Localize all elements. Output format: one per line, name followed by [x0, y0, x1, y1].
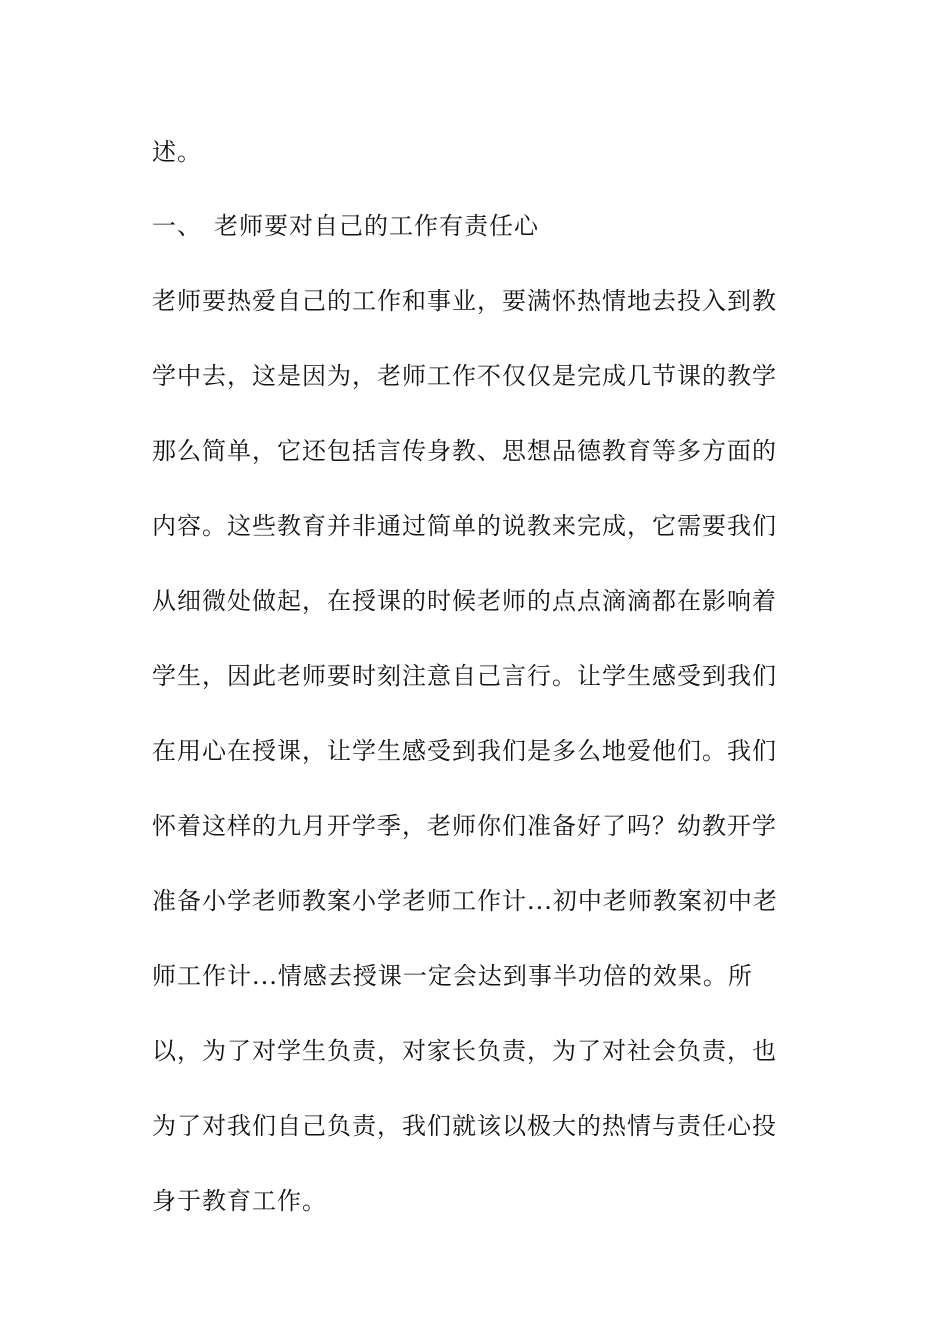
paragraph-line: 身于教育工作。 — [152, 1187, 327, 1215]
paragraph-line: 从细微处做起，在授课的时候老师的点点滴滴都在影响着 — [152, 587, 777, 615]
section-number: 一、 — [152, 212, 202, 240]
section-heading — [152, 211, 812, 241]
paragraph-line: 学中去，这是因为，老师工作不仅仅是完成几节课的教学 — [152, 362, 777, 390]
paragraph-line: 怀着这样的九月开学季，老师你们准备好了吗？幼教开学 — [152, 812, 777, 840]
paragraph-line: 师工作计...情感去授课一定会达到事半功倍的效果。所 — [152, 962, 753, 990]
continuation-text: 述。 — [152, 138, 202, 166]
paragraph-line: 以，为了对学生负责，对家长负责，为了对社会负责，也 — [152, 1037, 777, 1065]
paragraph-line: 准备小学老师教案小学老师工作计...初中老师教案初中老 — [152, 887, 778, 915]
paragraph-line: 内容。这些教育并非通过简单的说教来完成，它需要我们 — [152, 512, 777, 540]
paragraph-line: 老师要热爱自己的工作和事业，要满怀热情地去投入到教 — [152, 287, 777, 315]
paragraph-line: 那么简单，它还包括言传身教、思想品德教育等多方面的 — [152, 437, 777, 465]
section-title: 老师要对自己的工作有责任心 — [214, 212, 539, 240]
paragraph-line: 学生，因此老师要时刻注意自己言行。让学生感受到我们 — [152, 662, 777, 690]
paragraph-line: 在用心在授课，让学生感受到我们是多么地爱他们。我们 — [152, 737, 777, 765]
paragraph-line: 为了对我们自己负责，我们就该以极大的热情与责任心投 — [152, 1112, 777, 1140]
